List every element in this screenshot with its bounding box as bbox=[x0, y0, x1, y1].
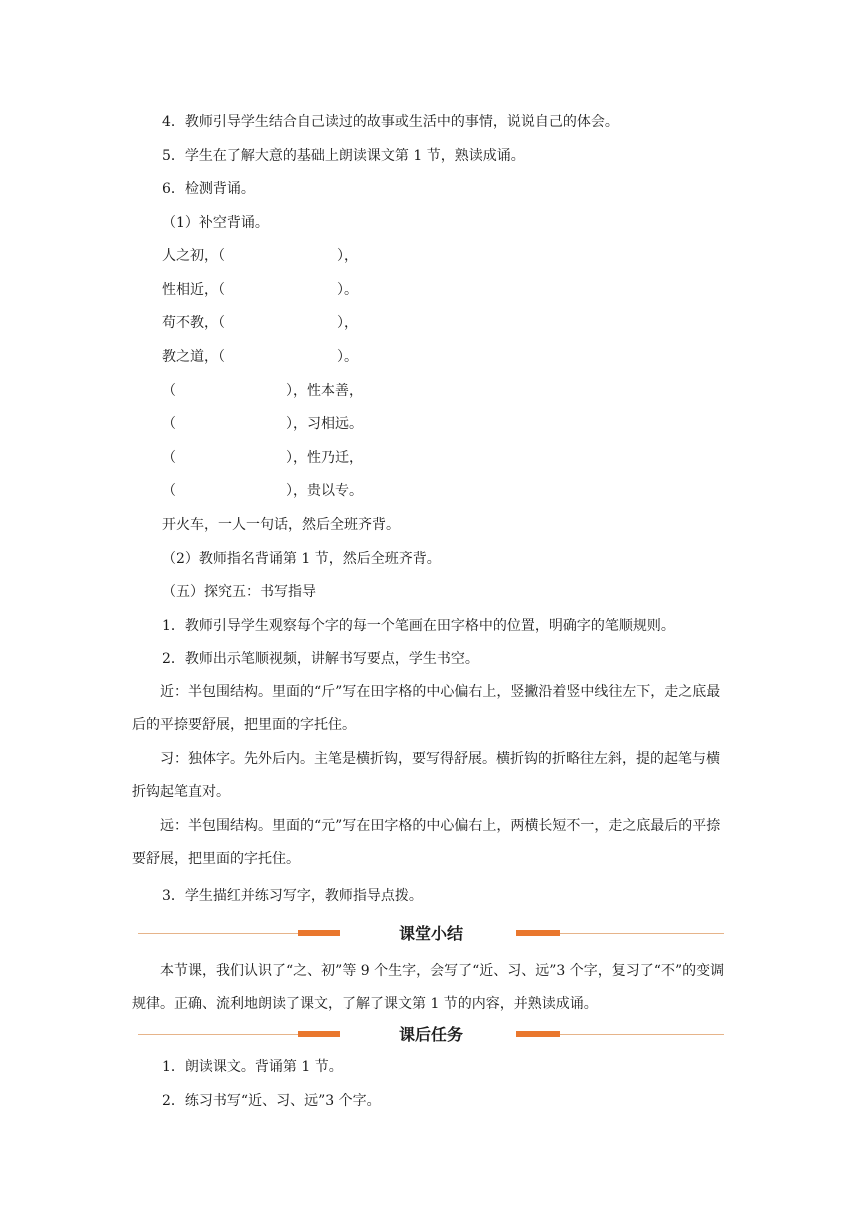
fill-row-pre: （ bbox=[162, 483, 176, 499]
fill-in-title: （1）补空背诵。 bbox=[162, 215, 269, 231]
summary-heading-row bbox=[138, 922, 724, 946]
fill-row-pre: （ bbox=[162, 416, 176, 432]
step-6: 6．检测背诵。 bbox=[162, 181, 255, 197]
step-4: 4．教师引导学生结合自己读过的故事或生活中的事情，说说自己的体会。 bbox=[162, 114, 619, 130]
summary-text: 本节课，我们认识了“之、初”等 9 个生字，会写了“近、习、远”3 个字，复习了“不”的变调规律。正确、流利地朗读了课文，了解了课文第 1 节的内容，并熟读成诵。 bbox=[132, 963, 725, 1012]
fill-row-post: ），习相远。 bbox=[286, 416, 363, 432]
fill-row-pre: 苟不教，（ bbox=[162, 315, 225, 331]
fill-row bbox=[162, 347, 358, 367]
fill-row-post: ）。 bbox=[337, 349, 358, 365]
summary-heading: 课堂小结 bbox=[398, 924, 463, 943]
recite-2-line: （2）教师指名背诵第 1 节，然后全班齐背。 bbox=[162, 551, 441, 567]
fill-row-post: ），性本善， bbox=[286, 383, 363, 399]
writing-step-1: 1．教师引导学生观察每个字的每一个笔画在田字格中的位置，明确字的笔顺规则。 bbox=[162, 618, 675, 634]
explore-5-heading: （五）探究五：书写指导 bbox=[162, 584, 316, 600]
fill-row-pre: （ bbox=[162, 383, 176, 399]
fill-row bbox=[162, 280, 358, 300]
writing-step-3: 3．学生描红并练习写字，教师指导点拨。 bbox=[162, 888, 423, 904]
fill-row-post: ）。 bbox=[337, 282, 358, 298]
fill-row-pre: （ bbox=[162, 450, 176, 466]
fill-row-pre: 教之道，（ bbox=[162, 349, 225, 365]
step-5: 5．学生在了解大意的基础上朗读课文第 1 节，熟读成诵。 bbox=[162, 148, 525, 164]
fill-row-post: ）， bbox=[337, 315, 358, 331]
fill-row-pre: 人之初，（ bbox=[162, 248, 225, 264]
fill-row-post: ）， bbox=[337, 248, 358, 264]
fill-row bbox=[162, 481, 363, 501]
fill-row-pre: 性相近，（ bbox=[162, 282, 225, 298]
char-xi-note: 习：独体字。先外后内。主笔是横折钩，要写得舒展。横折钩的折略往左斜，提的起笔与横折钩起笔直对。 bbox=[132, 751, 720, 800]
fill-row bbox=[162, 448, 363, 468]
fill-row bbox=[162, 246, 358, 266]
fill-row bbox=[162, 313, 358, 333]
writing-step-2: 2．教师出示笔顺视频，讲解书写要点，学生书空。 bbox=[162, 651, 479, 667]
homework-heading: 课后任务 bbox=[398, 1025, 463, 1044]
train-recite-line: 开火车，一人一句话，然后全班齐背。 bbox=[162, 517, 400, 533]
fill-row-post: ），性乃迁， bbox=[286, 450, 363, 466]
fill-row bbox=[162, 381, 363, 401]
fill-row-post: ），贵以专。 bbox=[286, 483, 363, 499]
homework-item: 2．练习书写“近、习、远”3 个字。 bbox=[162, 1093, 381, 1109]
fill-row bbox=[162, 414, 363, 434]
char-jin-note: 近：半包围结构。里面的“斤”写在田字格的中心偏右上，竖撇沿着竖中线往左下，走之底最后的平捺要舒展，把里面的字托住。 bbox=[132, 684, 721, 733]
homework-item: 1．朗读课文。背诵第 1 节。 bbox=[162, 1059, 343, 1075]
homework-heading-row bbox=[138, 1023, 724, 1047]
char-yuan-note: 远：半包围结构。里面的“元”写在田字格的中心偏右上，两横长短不一，走之底最后的平捺要舒展，把里面的字托住。 bbox=[132, 818, 721, 867]
